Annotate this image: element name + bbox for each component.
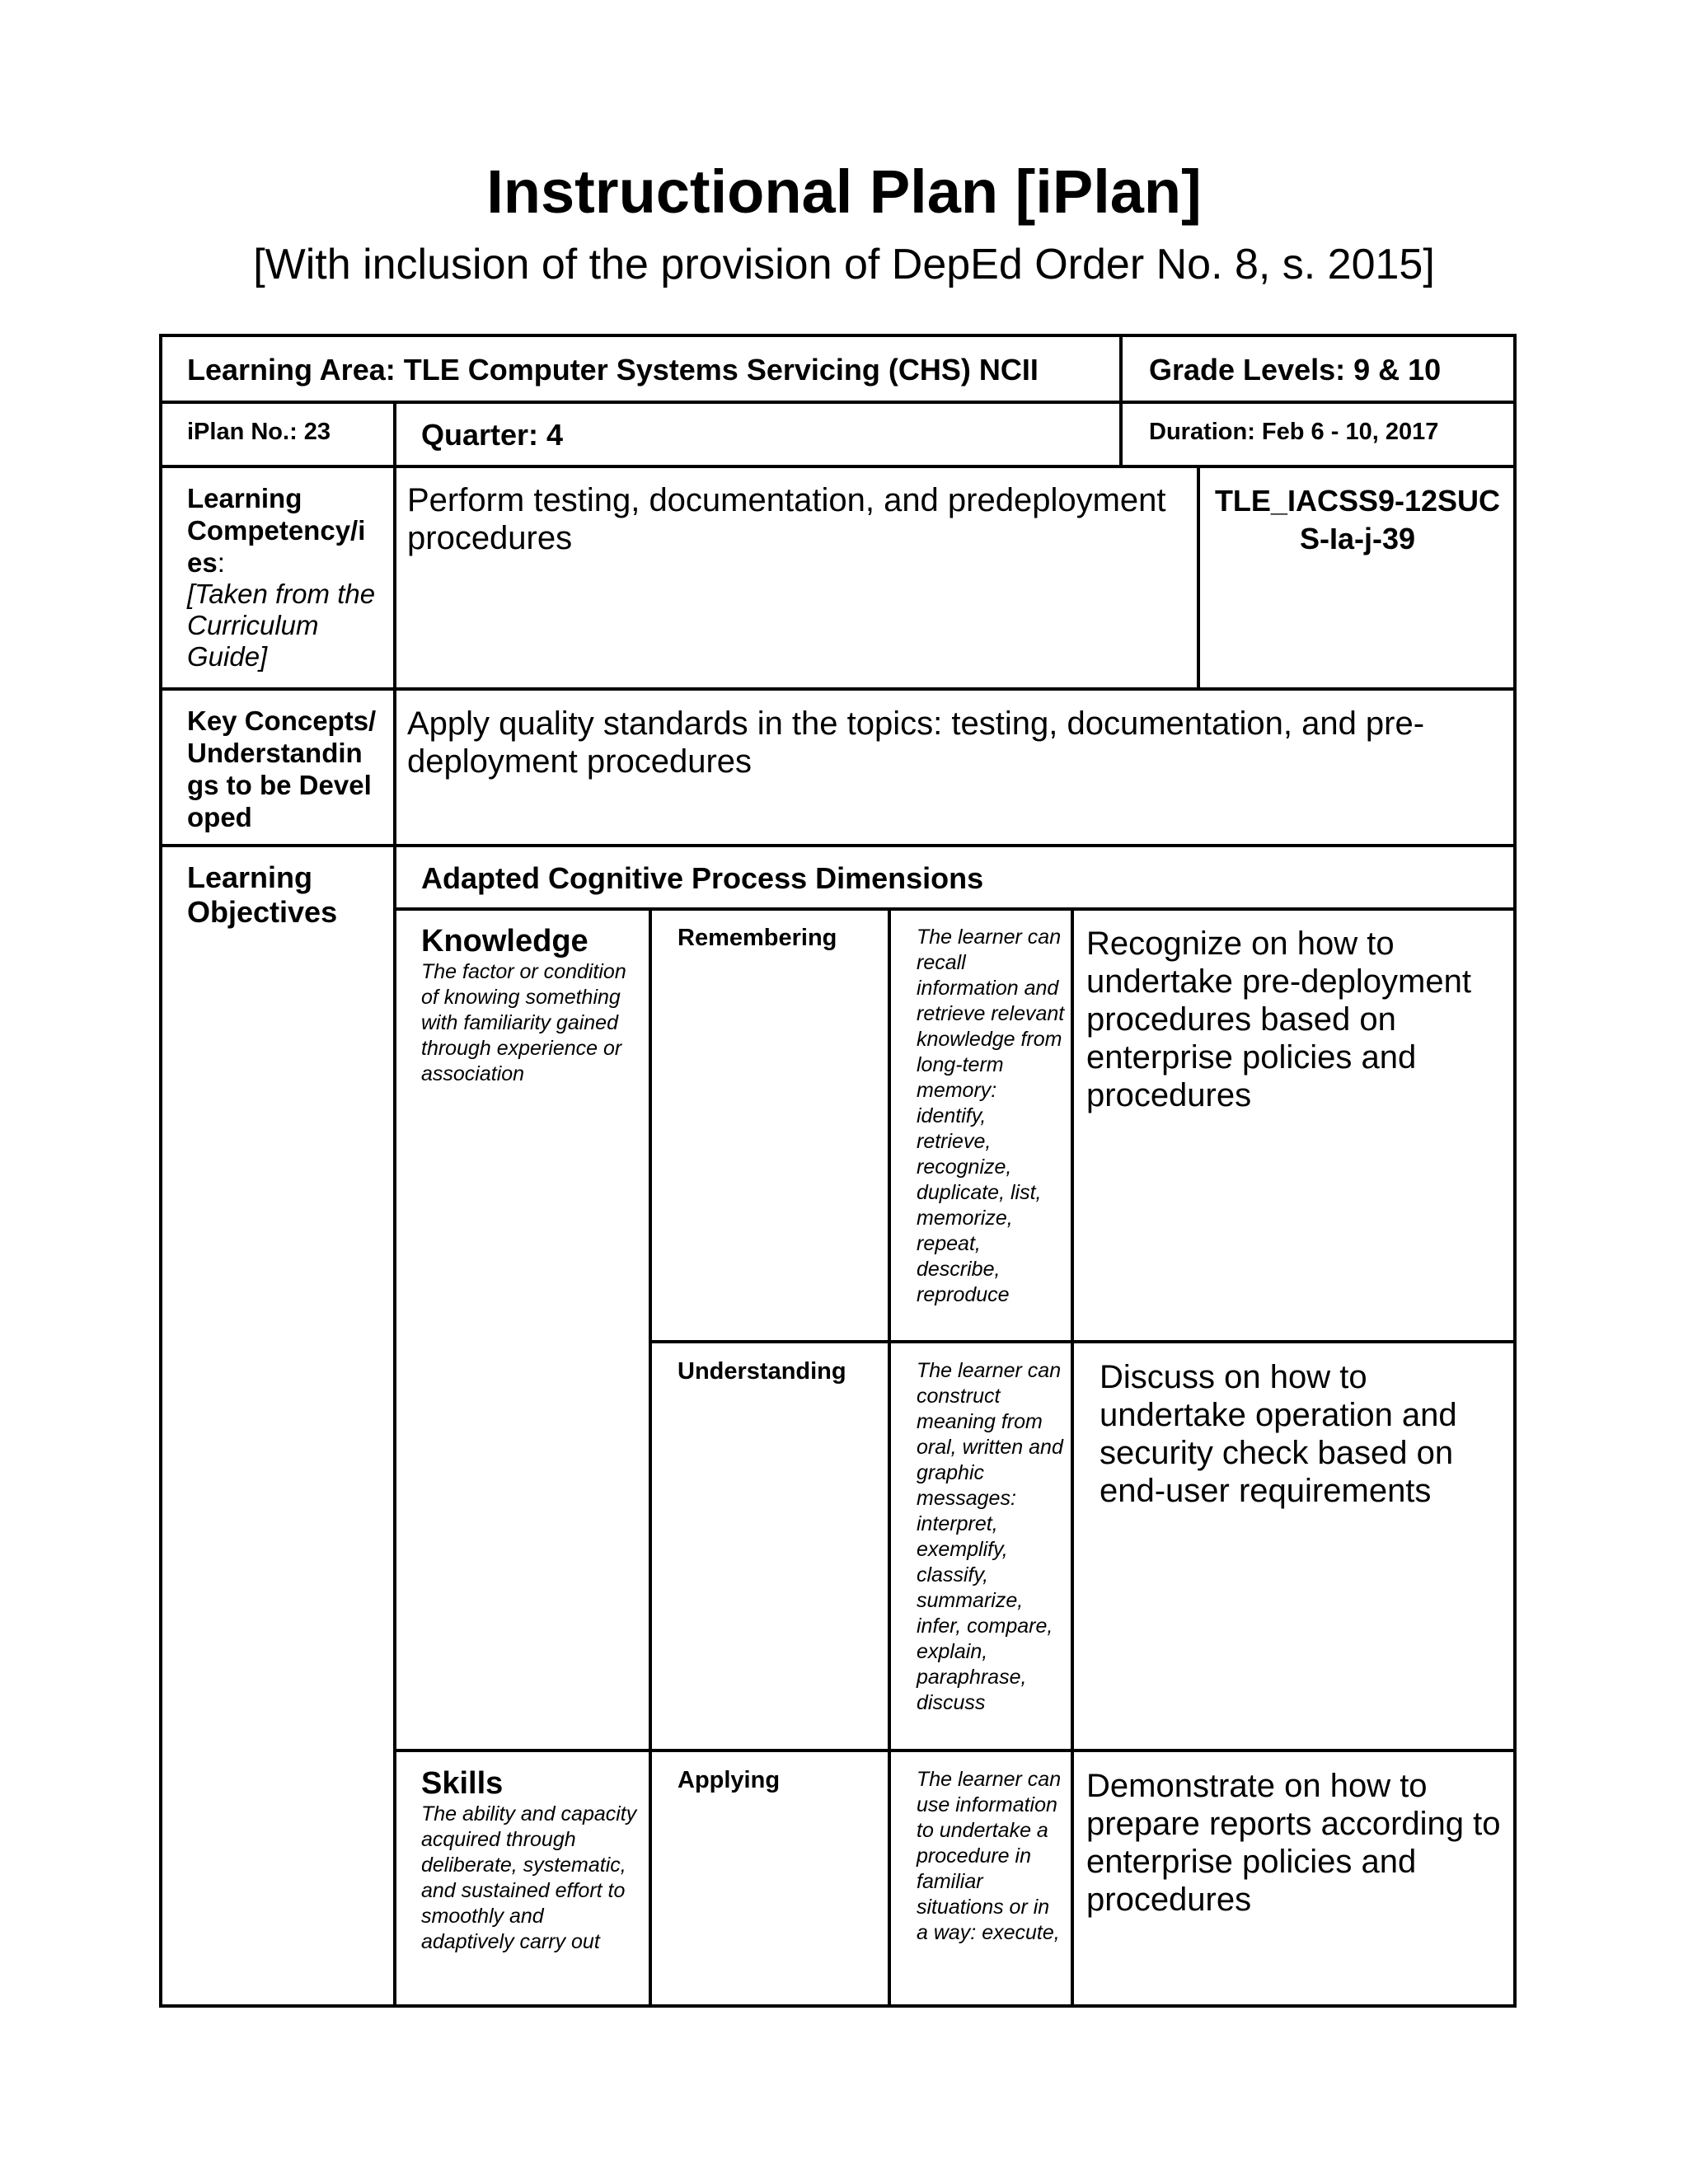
grade-levels: Grade Levels: 9 & 10 xyxy=(1149,353,1442,387)
document-subtitle: [With inclusion of the provision of DepEd Order No. 8, s. 2015] xyxy=(253,241,1435,288)
iplan-number: iPlan No.: 23 xyxy=(187,419,331,445)
understanding-desc: The learner can construct meaning from oral, written and graphic messages: interpret, exemplify, classify, summarize, infer, compare, explain, paraphrase, discuss xyxy=(917,1359,1063,1714)
cognitive-dimensions-header: Adapted Cognitive Process Dimensions xyxy=(421,861,984,895)
remembering-desc: The learner can recall information and retrieve relevant knowledge from long-term memory: identify, retrieve, recognize, duplicate, list, memorize, repeat, describe, reproduce xyxy=(917,926,1065,1306)
quarter: Quarter: 4 xyxy=(421,418,564,452)
document-title: Instructional Plan [iPlan] xyxy=(486,157,1202,226)
applying-desc: The learner can use information to undertake a procedure in familiar situations or in a way: execute, xyxy=(917,1768,1062,1944)
level-understanding: Understanding xyxy=(678,1358,846,1385)
level-remembering: Remembering xyxy=(678,925,837,951)
key-concepts-text: Apply quality standards in the topics: testing, documentation, and pre-deployment procedures xyxy=(407,705,1425,780)
duration: Duration: Feb 6 - 10, 2017 xyxy=(1149,419,1439,445)
competency-code: TLE_IACSS9-12SUCS-Ia-j-39 xyxy=(1214,484,1501,555)
objectives-label: Learning Objectives xyxy=(187,860,338,929)
understanding-objective: Discuss on how to undertake operation and security check based on end-user requirements xyxy=(1100,1359,1457,1509)
applying-objective: Demonstrate on how to prepare reports according to enterprise policies and procedures xyxy=(1086,1768,1501,1918)
skills-block: Skills The ability and capacity acquired through deliberate, systematic, and sustained effort to smoothly and adaptively carry out xyxy=(421,1766,637,1953)
learning-area: Learning Area: TLE Computer Systems Servicing (CHS) NCII xyxy=(187,353,1039,387)
competency-text: Perform testing, documentation, and predeployment procedures xyxy=(407,482,1166,556)
key-concepts-label: Key Concepts/ Understandin gs to be Developed xyxy=(187,705,377,832)
remembering-objective: Recognize on how to undertake pre-deployment procedures based on enterprise policies and procedures xyxy=(1086,926,1471,1113)
level-applying: Applying xyxy=(678,1767,781,1793)
competency-label: Learning Competency/i es: [Taken from the Curriculum Guide] xyxy=(187,483,376,672)
knowledge-block: Knowledge The factor or condition of knowing something with familiarity gained through experience or association xyxy=(421,924,626,1085)
